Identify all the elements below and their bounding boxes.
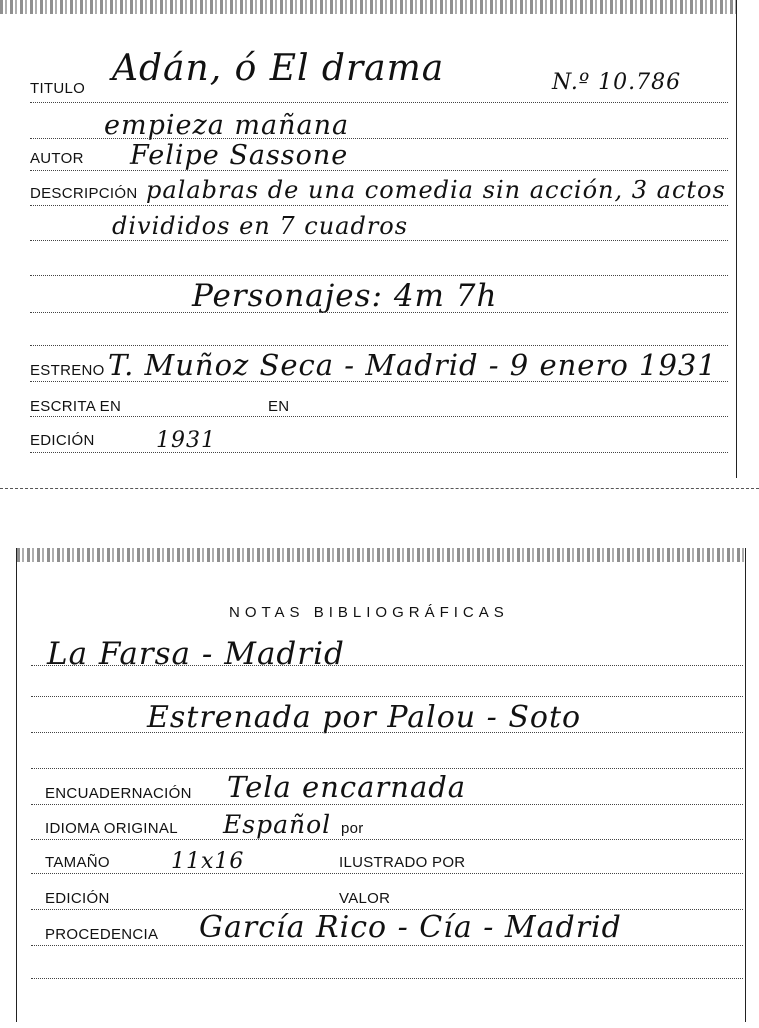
- escrita-en-label: ESCRITA EN: [30, 398, 122, 415]
- por-label: por: [341, 820, 364, 837]
- card-torn-edge: [0, 0, 736, 14]
- edicion-value: 1931: [156, 428, 216, 453]
- idioma-original-label: IDIOMA ORIGINAL: [45, 820, 178, 837]
- rule-line: [30, 275, 728, 276]
- rule-line: [31, 978, 743, 979]
- autor-value: Felipe Sassone: [130, 140, 349, 171]
- catalog-card-top: [0, 0, 737, 478]
- descripcion-value: palabras de una comedia sin acción, 3 actos: [146, 176, 726, 204]
- personajes-note: Personajes: 4m 7h: [192, 278, 498, 314]
- rule-line: [30, 102, 728, 103]
- tamano-label: TAMAÑO: [45, 854, 110, 871]
- edicion-label: EDICIÓN: [45, 890, 110, 907]
- nota-line-2: Estrenada por Palou - Soto: [147, 700, 582, 735]
- rule-line: [30, 452, 728, 453]
- tamano-value: 11x16: [171, 849, 245, 874]
- rule-line: [31, 945, 743, 946]
- en-label: EN: [268, 398, 290, 415]
- encuadernacion-label: ENCUADERNACIÓN: [45, 785, 192, 802]
- catalog-card-bottom: [16, 548, 746, 1022]
- titulo-value: Adán, ó El drama: [112, 48, 445, 89]
- idioma-original-value: Español: [223, 810, 332, 839]
- rule-line: [31, 873, 743, 874]
- rule-line: [30, 170, 728, 171]
- estreno-value: T. Muñoz Seca - Madrid - 9 enero 1931: [108, 348, 717, 382]
- rule-line: [30, 416, 728, 417]
- rule-line: [31, 839, 743, 840]
- notas-heading: NOTAS BIBLIOGRÁFICAS: [229, 604, 509, 621]
- descripcion-continuation: divididos en 7 cuadros: [112, 212, 409, 240]
- rule-line: [30, 312, 728, 313]
- descripcion-label: DESCRIPCIÓN: [30, 185, 138, 202]
- titulo-label: TITULO: [30, 80, 86, 97]
- ilustrado-por-label: ILUSTRADO POR: [339, 854, 466, 871]
- procedencia-value: García Rico - Cía - Madrid: [199, 910, 622, 945]
- valor-label: VALOR: [339, 890, 391, 907]
- rule-line: [31, 732, 743, 733]
- rule-line: [30, 205, 728, 206]
- autor-label: AUTOR: [30, 150, 84, 167]
- nota-line-1: La Farsa - Madrid: [47, 636, 345, 672]
- rule-line: [31, 768, 743, 769]
- encuadernacion-value: Tela encarnada: [227, 770, 467, 804]
- estreno-label: ESTRENO: [30, 362, 105, 379]
- edicion-label: EDICIÓN: [30, 432, 95, 449]
- card-separator: [0, 488, 759, 489]
- rule-line: [31, 804, 743, 805]
- rule-line: [30, 381, 728, 382]
- rule-line: [31, 696, 743, 697]
- rule-line: [30, 240, 728, 241]
- procedencia-label: PROCEDENCIA: [45, 926, 159, 943]
- rule-line: [30, 345, 728, 346]
- rule-line: [30, 138, 728, 139]
- card-torn-edge: [17, 548, 745, 562]
- rule-line: [31, 665, 743, 666]
- numero-registro: N.º 10.786: [552, 70, 682, 95]
- titulo-continuation: empieza mañana: [104, 110, 350, 141]
